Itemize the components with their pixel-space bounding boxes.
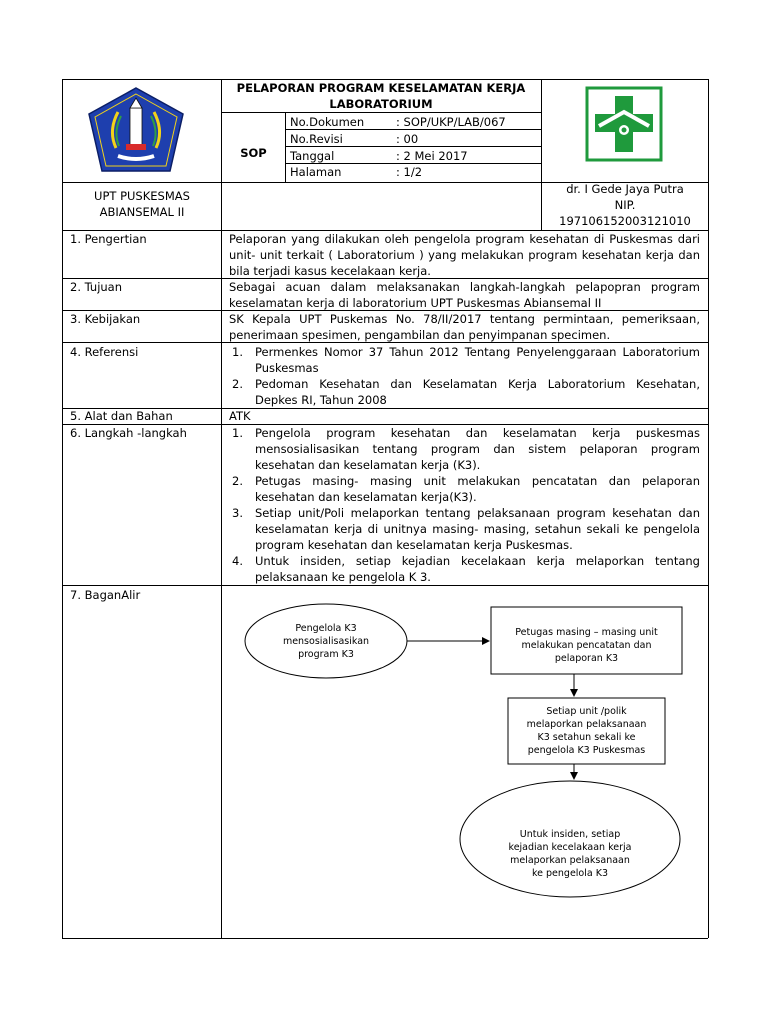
flow-node-3-text (509, 705, 664, 757)
list-text: Untuk insiden, setiap kejadian kecelakaan kerja melaporkan tentang pelaksanaan ke pengelola K 3. (255, 554, 700, 584)
section-label-langkah: 6. Langkah -langkah (70, 426, 187, 440)
section-text-kebijakan: SK Kepala UPT Puskemas No. 78/II/2017 tentang permintaan, pemeriksaan, penerimaan spesimen, pengambilan dan penyimpanan specimen. (229, 312, 700, 342)
list-text: Petugas masing- masing unit melakukan pencatatan dan pelaporan kesehatan dan keselamatan kerja(K3). (255, 474, 700, 504)
meta-label-tanggal: Tanggal (290, 149, 335, 163)
flow-text-line: K3 setahun sekali ke (537, 732, 636, 743)
list-item (232, 376, 700, 408)
list-number: 1. (232, 426, 243, 440)
flow-text-line: ke pengelola K3 (531, 868, 608, 879)
list-number: 3. (232, 506, 243, 520)
flow-text-line: melakukan pencatatan dan (521, 640, 652, 651)
flow-text-line: kejadian kecelakaan kerja (508, 842, 632, 853)
flow-text-line: Petugas masing – masing unit (515, 627, 658, 638)
referensi-list (232, 344, 700, 408)
section-label-pengertian: 1. Pengertian (70, 232, 147, 246)
flow-text-line: melaporkan pelaksanaan (526, 719, 647, 730)
list-number: 2. (232, 377, 243, 391)
flow-text-line: Setiap unit /polik (546, 706, 627, 717)
list-number: 2. (232, 474, 243, 488)
meta-label-no-revisi: No.Revisi (290, 132, 343, 146)
organization-name (63, 188, 221, 220)
list-item (232, 344, 700, 376)
list-item (232, 505, 700, 553)
list-number: 4. (232, 554, 243, 568)
document-title (222, 80, 540, 112)
flow-node-2-text (492, 626, 681, 665)
list-item (232, 473, 700, 505)
signer-name: dr. I Gede Jaya Putra (566, 182, 684, 196)
flow-text-line: Pengelola K3 (295, 623, 357, 634)
list-text: Permenkes Nomor 37 Tahun 2012 Tentang Penyelenggaraan Laboratorium Puskesmas (255, 345, 700, 375)
flow-text-line: Untuk insiden, setiap (519, 829, 621, 840)
section-label-referensi: 4. Referensi (70, 345, 139, 359)
puskesmas-logo-icon (585, 86, 663, 162)
flow-text-line: pengelola K3 Puskesmas (527, 745, 646, 756)
pemkab-emblem-icon (86, 86, 186, 176)
list-item (232, 553, 700, 585)
section-label-tujuan: 2. Tujuan (70, 280, 123, 294)
signer-nip-label: NIP. (614, 198, 636, 212)
list-text: Setiap unit/Poli melaporkan tentang pelaksanaan program kesehatan dan keselamatan kerja di unitnya masing- masing, setahun sekali ke pengelola program kesehatan dan keselamatan kerja Puskesmas. (255, 506, 700, 552)
flow-node-4-text (485, 828, 655, 880)
signer-nip: 197106152003121010 (559, 214, 691, 228)
sop-label: SOP (240, 146, 267, 160)
title-line-2: LABORATORIUM (329, 97, 433, 111)
section-text-pengertian: Pelaporan yang dilakukan oleh pengelola program kesehatan di Puskesmas dari unit- unit terkait ( Laboratorium ) yang melakukan program kesehatan kerja dan bila terjadi kasus kecelakaan kerja. (229, 232, 700, 278)
meta-value-halaman: : 1/2 (396, 165, 423, 179)
meta-value-no-revisi: : 00 (396, 132, 419, 146)
list-text: Pengelola program kesehatan dan keselamatan kerja puskesmas mensosialisasikan tentang program dan sistem pelaporan program kesehatan dan keselamatan kerja (K3). (255, 426, 700, 472)
section-label-alat: 5. Alat dan Bahan (70, 409, 173, 423)
meta-label-no-dokumen: No.Dokumen (290, 115, 365, 129)
section-label-bagan: 7. BaganAlir (70, 588, 141, 602)
org-line-1: UPT PUSKESMAS (94, 189, 190, 203)
org-line-2: ABIANSEMAL II (99, 205, 185, 219)
list-number: 1. (232, 345, 243, 359)
section-text-alat: ATK (229, 409, 251, 423)
flow-text-line: mensosialisasikan (282, 636, 370, 647)
meta-value-no-dokumen: : SOP/UKP/LAB/067 (396, 115, 506, 129)
section-label-kebijakan: 3. Kebijakan (70, 312, 141, 326)
flow-text-line: program K3 (298, 649, 354, 660)
title-line-1: PELAPORAN PROGRAM KESELAMATAN KERJA (236, 81, 526, 95)
signer-block (542, 181, 708, 229)
langkah-list (232, 425, 700, 585)
list-item (232, 425, 700, 473)
flow-text-line: pelaporan K3 (554, 653, 619, 664)
flow-node-1-text (246, 622, 406, 661)
section-text-tujuan: Sebagai acuan dalam melaksanakan langkah-langkah pelapopran program keselamatan kerja di laboratorium UPT Puskesmas Abiansemal II (229, 280, 700, 310)
list-text: Pedoman Kesehatan dan Keselamatan Kerja Laboratorium Kesehatan, Depkes RI, Tahun 2008 (255, 377, 700, 407)
meta-value-tanggal: : 2 Mei 2017 (396, 149, 468, 163)
flow-text-line: melaporkan pelaksanaan (510, 855, 630, 866)
meta-label-halaman: Halaman (290, 165, 342, 179)
